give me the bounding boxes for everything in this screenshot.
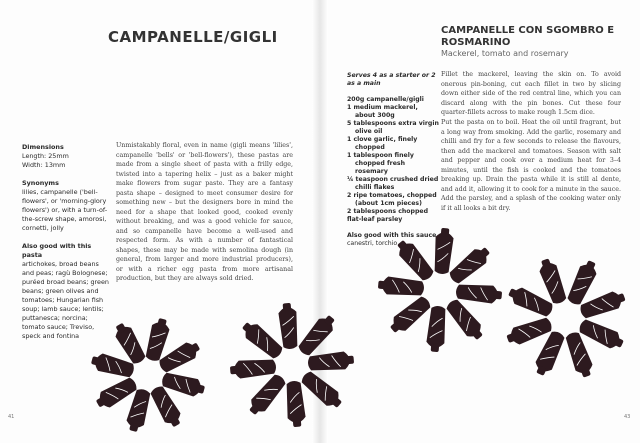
page-title: CAMPANELLE/GIGLI (108, 28, 278, 46)
campanelle-rosette (373, 223, 507, 357)
sauce-also-good: canestri, torchio (347, 240, 398, 247)
serves: Serves 4 as a starter or 2 as a main (347, 72, 436, 87)
dimensions-heading: Dimensions (22, 143, 64, 151)
synonyms: lilies, campanelle ('bell-flowers', or 'morning-glory flowers') or, with a turn-of-the-screw shape, amorosi, cornetti, jolly (22, 188, 108, 232)
ingredient: 2 tablespoons chopped flat-leaf parsley (347, 208, 429, 223)
ingredient: 1 clove garlic, finely chopped (347, 136, 418, 151)
pasta-piece (455, 282, 502, 304)
pasta-piece (299, 368, 346, 411)
width: Width: 13mm (22, 161, 66, 169)
pasta-piece (278, 302, 300, 349)
also-good: artichokes, broad beans and peas; ragù Bolognese; puréed broad beans; green beans; green olives and tomatoes; Hungarian fish soup; lamb sauce; lentils; puttanesca; norcina; tomato sauce; Treviso, speck and fontina (22, 260, 109, 340)
synonyms-heading: Synonyms (22, 179, 59, 187)
ingredient: 1 tablespoon finely chopped fresh rosemary (347, 152, 414, 175)
pasta-piece (239, 318, 286, 361)
sauce-heading: Also good with this sauce (347, 232, 437, 239)
campanelle-rosette (205, 278, 380, 443)
pasta-piece (295, 312, 338, 359)
also-good-heading: Also good with this pasta (22, 242, 92, 259)
pasta-piece (393, 237, 436, 284)
pasta-piece (377, 276, 424, 298)
page-number: 43 (624, 414, 631, 420)
pasta-piece (387, 293, 434, 336)
pasta-piece (245, 372, 288, 419)
pasta-piece (443, 297, 486, 344)
length: Length: 25mm (22, 152, 69, 160)
pasta-piece (284, 380, 306, 427)
method-paragraph: Put the pasta on to boil. Heat the oil until fragrant, but a long way from smoking. Add the garlic, rosemary and chilli and fry for a few seconds to release the flavours, then add the mackerel and tomatoes. Season with salt and pepper and cook over a medium heat for 3–4 minutes, until the fish is cooked and the tomatoes breaking up. Drain the pasta while it is still al dente, and add it, allowing it to cook for a minute in the sauce. Add the parsley, and a splash of the cooking water only if it all looks a bit dry. (441, 119, 621, 212)
body-text: Unmistakably floral, even in name (gigli means 'lilies', campanelle 'bells' or 'bell-flowers'), these pastas are made from a single sheet of pasta with a frilly edge, twisted into a tapering helix – just as a baker might make flowers from sugar paste. They are a fantasy pasta shape – designed to meet consumer desire for something new – but the designers bore in mind the need for a shape that looked good, cooked evenly without breaking, and was a good vehicle for sauce, and so campanelle have become a well-used and respected form. As with a number of fantastical shapes, these may be made with semolina dough (in general, from larger and more industrial producers), or with a richer egg pasta from more artisanal production, but they are always sold dried. (116, 142, 293, 282)
page-number: 41 (8, 414, 15, 420)
recipe-title: CAMPANELLE CON SGOMBRO E ROSMARINO (441, 25, 615, 48)
ingredient: ¼ teaspoon crushed dried chilli flakes (347, 176, 439, 191)
ingredient: 200g campanelle/gigli (347, 96, 424, 103)
pasta-piece (432, 227, 454, 274)
pasta-piece (307, 351, 354, 373)
pasta-piece (229, 357, 276, 379)
ingredient: 5 tablespoons extra virgin olive oil (347, 120, 439, 135)
ingredient: 2 ripe tomatoes, chopped (about 1cm pieces) (347, 192, 437, 207)
ingredient: 1 medium mackerel, about 300g (347, 104, 418, 119)
method-paragraph: Fillet the mackerel, leaving the skin on. To avoid onerous pin-boning, cut each fillet in two by slicing down either side of the red central line, which you can discard along with the pin bones. Cut these four quarter-fillets across to make rough 1.5cm dice. (441, 71, 621, 116)
pasta-piece (447, 243, 494, 286)
pasta-piece (426, 305, 448, 352)
campanelle-rosette (77, 304, 219, 443)
recipe-subtitle: Mackerel, tomato and rosemary (441, 49, 569, 58)
campanelle-rosette (484, 236, 640, 401)
